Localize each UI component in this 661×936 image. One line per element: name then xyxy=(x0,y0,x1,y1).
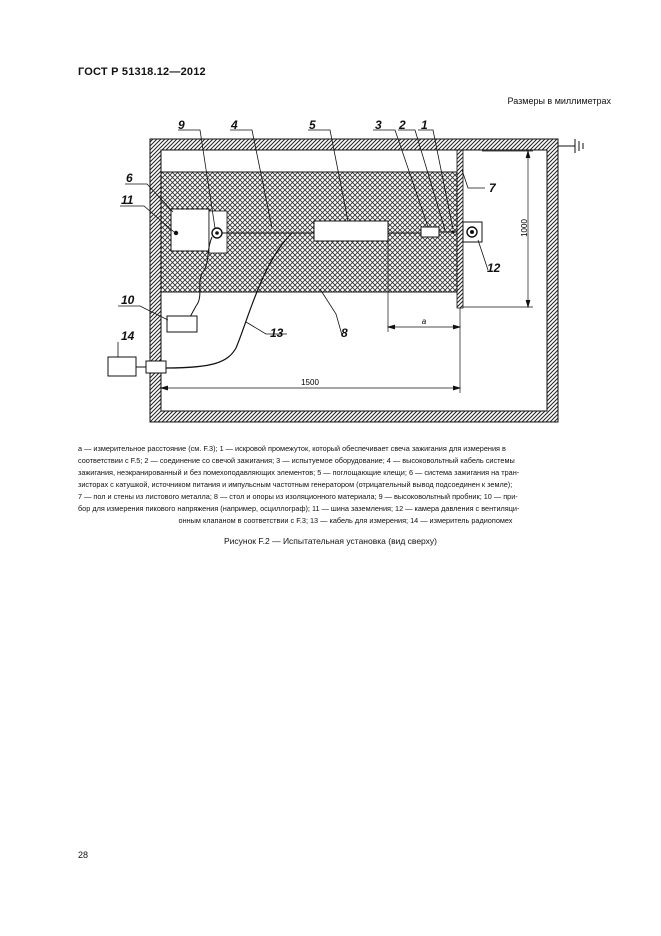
legend-line: онным клапаном в соответствии с F.3; 13 — кабель для измерения; 14 — измеритель радиопомех xyxy=(178,516,513,525)
absorbing-clamp xyxy=(314,221,388,241)
document-header: ГОСТ Р 51318.12—2012 xyxy=(78,66,206,78)
figure-legend xyxy=(78,443,613,527)
legend-line: зажигания, неэкранированный и без помехоподавляющих элементов; 5 — поглощающие клещи; 6 — система зажигания на тран- xyxy=(78,468,520,477)
ground-icon xyxy=(558,139,583,153)
figure-title: Рисунок F.2 — Испытательная установка (вид сверху) xyxy=(223,536,438,546)
spark-gap xyxy=(451,230,454,233)
callout-2: 2 xyxy=(399,118,406,132)
legend-line: a — измерительное расстояние (см. F.3); 1 — искровой промежуток, который обеспечивает свеча зажигания для измерения в xyxy=(78,444,506,453)
wall-connector xyxy=(146,361,166,373)
test-setup-diagram xyxy=(0,0,661,430)
callout-5: 5 xyxy=(309,118,316,132)
callout-1: 1 xyxy=(421,118,428,132)
partition-wall xyxy=(457,150,463,308)
dimension-length-label: 1500 xyxy=(301,378,319,387)
page-number: 28 xyxy=(78,850,89,860)
grounding-bus-dot xyxy=(174,231,178,235)
callout-8: 8 xyxy=(341,326,348,340)
callout-14: 14 xyxy=(121,329,135,343)
units-note: Размеры в миллиметрах xyxy=(507,96,611,106)
callout-13: 13 xyxy=(270,326,284,340)
callout-4: 4 xyxy=(231,118,238,132)
callout-7: 7 xyxy=(489,181,496,195)
callout-12: 12 xyxy=(487,261,501,275)
callout-6: 6 xyxy=(126,171,133,185)
peak-voltage-meter xyxy=(167,316,197,332)
legend-line: бор для измерения пикового напряжения (например, осциллограф); 11 — шина заземления; 12 — камера давления с вентиляци- xyxy=(78,504,520,513)
callout-9: 9 xyxy=(178,118,185,132)
legend-line: соответствии с F.5; 2 — соединение со свечой зажигания; 3 — испытуемое оборудование; 4 — высоковольтный кабель системы xyxy=(78,456,515,465)
dimension-distance-label: a xyxy=(421,317,427,326)
legend-line: зисторах с катушкой, источником питания и импульсным частотным генератором (отрицательный вывод подсоединен к земле); xyxy=(78,480,513,489)
legend-line: 7 — пол и стены из листового металла; 8 — стол и опоры из изоляционного материала; 9 — высоковольтный пробник; 10 — при- xyxy=(78,492,518,501)
ignition-system-box xyxy=(171,209,209,251)
emi-receiver xyxy=(108,357,136,376)
callout-11: 11 xyxy=(121,193,134,207)
dimension-height-label: 1000 xyxy=(520,219,529,237)
callout-3: 3 xyxy=(375,118,382,132)
callout-10: 10 xyxy=(121,293,135,307)
equipment-under-test xyxy=(421,227,439,237)
